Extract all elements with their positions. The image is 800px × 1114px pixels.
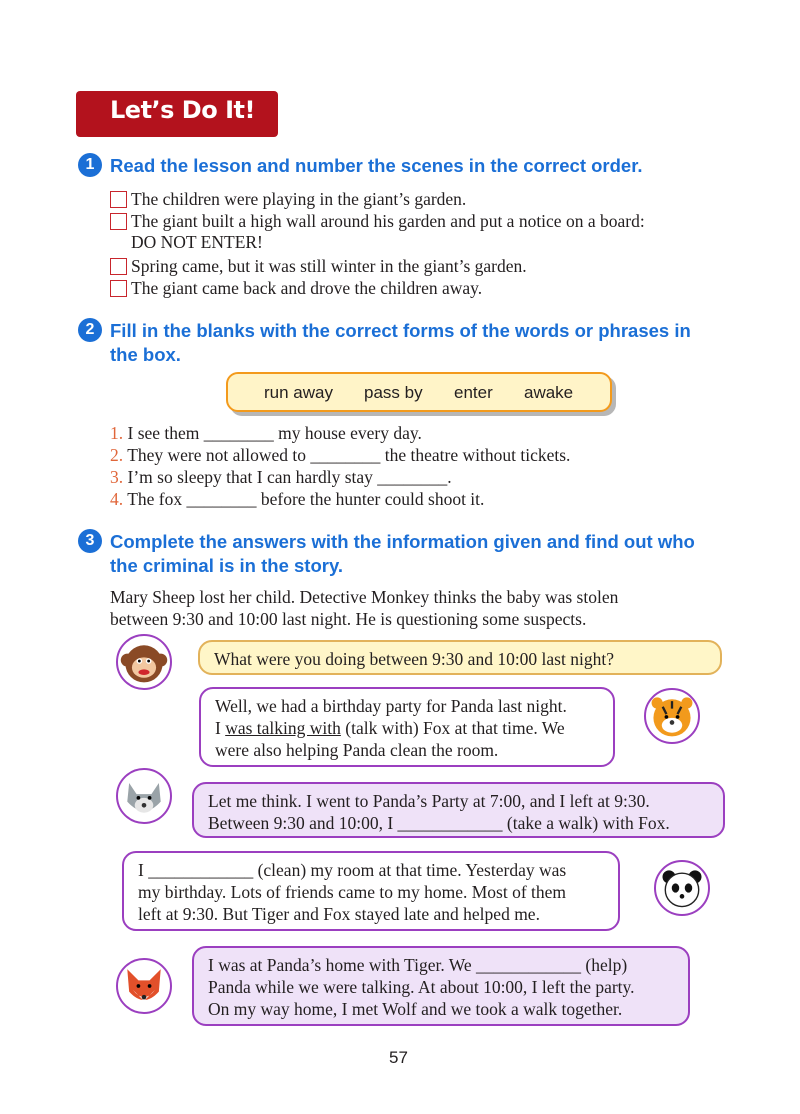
blank-item-3: 3. I’m so sleepy that I can hardly stay ________. (110, 467, 452, 487)
exercise-2-number: 2 (78, 318, 102, 342)
fox-speech-bubble: I was at Panda’s home with Tiger. We ____________ (help) Panda while we were talking. At about 10:00, I left the party. On my way home, I met Wolf and we took a walk together. (192, 946, 690, 1026)
monkey-speech-bubble: What were you doing between 9:30 and 10:00 last night? (198, 640, 722, 675)
exercise-3-number: 3 (78, 529, 102, 553)
word-option: run away (264, 383, 333, 402)
exercise-2-instruction-line1: Fill in the blanks with the correct forms of the words or phrases in (110, 320, 691, 341)
blank-item-1: 1. I see them ________ my house every day. (110, 423, 422, 443)
tiger-speech-bubble: Well, we had a birthday party for Panda last night. I was talking with (talk with) Fox at that time. We were also helping Panda clean the room. (199, 687, 615, 767)
section-title: Let’s Do It! (110, 96, 255, 124)
scene-item-1: The children were playing in the giant’s garden. (110, 188, 466, 210)
blank-item-2: 2. They were not allowed to ________ the theatre without tickets. (110, 445, 571, 465)
scene-item-4: The giant came back and drove the children away. (110, 277, 482, 299)
panda-avatar-icon (654, 860, 710, 916)
exercise-1-instruction: Read the lesson and number the scenes in the correct order. (110, 155, 643, 176)
monkey-avatar-icon (116, 634, 172, 690)
order-checkbox[interactable] (110, 280, 127, 297)
exercise-3-instruction-line2: the criminal is in the story. (110, 555, 344, 576)
word-option: enter (454, 383, 493, 402)
exercise-3-instruction-line1: Complete the answers with the information given and find out who (110, 531, 695, 552)
order-checkbox[interactable] (110, 258, 127, 275)
tiger-avatar-icon (644, 688, 700, 744)
word-option: pass by (364, 383, 423, 402)
scene-item-3: Spring came, but it was still winter in the giant’s garden. (110, 255, 527, 277)
story-intro-line1: Mary Sheep lost her child. Detective Monkey thinks the baby was stolen (110, 587, 619, 607)
scene-item-2-continuation: DO NOT ENTER! (131, 232, 263, 252)
order-checkbox[interactable] (110, 191, 127, 208)
wolf-avatar-icon (116, 768, 172, 824)
wolf-speech-bubble: Let me think. I went to Panda’s Party at 7:00, and I left at 9:30. Between 9:30 and 10:00, I ____________ (take a walk) with Fox. (192, 782, 725, 838)
page-number: 57 (389, 1048, 408, 1067)
exercise-2-instruction-line2: the box. (110, 344, 181, 365)
order-checkbox[interactable] (110, 213, 127, 230)
story-intro-line2: between 9:30 and 10:00 last night. He is questioning some suspects. (110, 609, 587, 629)
word-box (226, 372, 612, 412)
exercise-1-number: 1 (78, 153, 102, 177)
scene-item-2: The giant built a high wall around his garden and put a notice on a board: (110, 210, 645, 232)
blank-item-4: 4. The fox ________ before the hunter could shoot it. (110, 489, 485, 509)
word-option: awake (524, 383, 574, 402)
fox-avatar-icon (116, 958, 172, 1014)
panda-speech-bubble: I ____________ (clean) my room at that time. Yesterday was my birthday. Lots of friends came to my home. Most of them left at 9:30. But Tiger and Fox stayed late and helped me. (122, 851, 620, 931)
